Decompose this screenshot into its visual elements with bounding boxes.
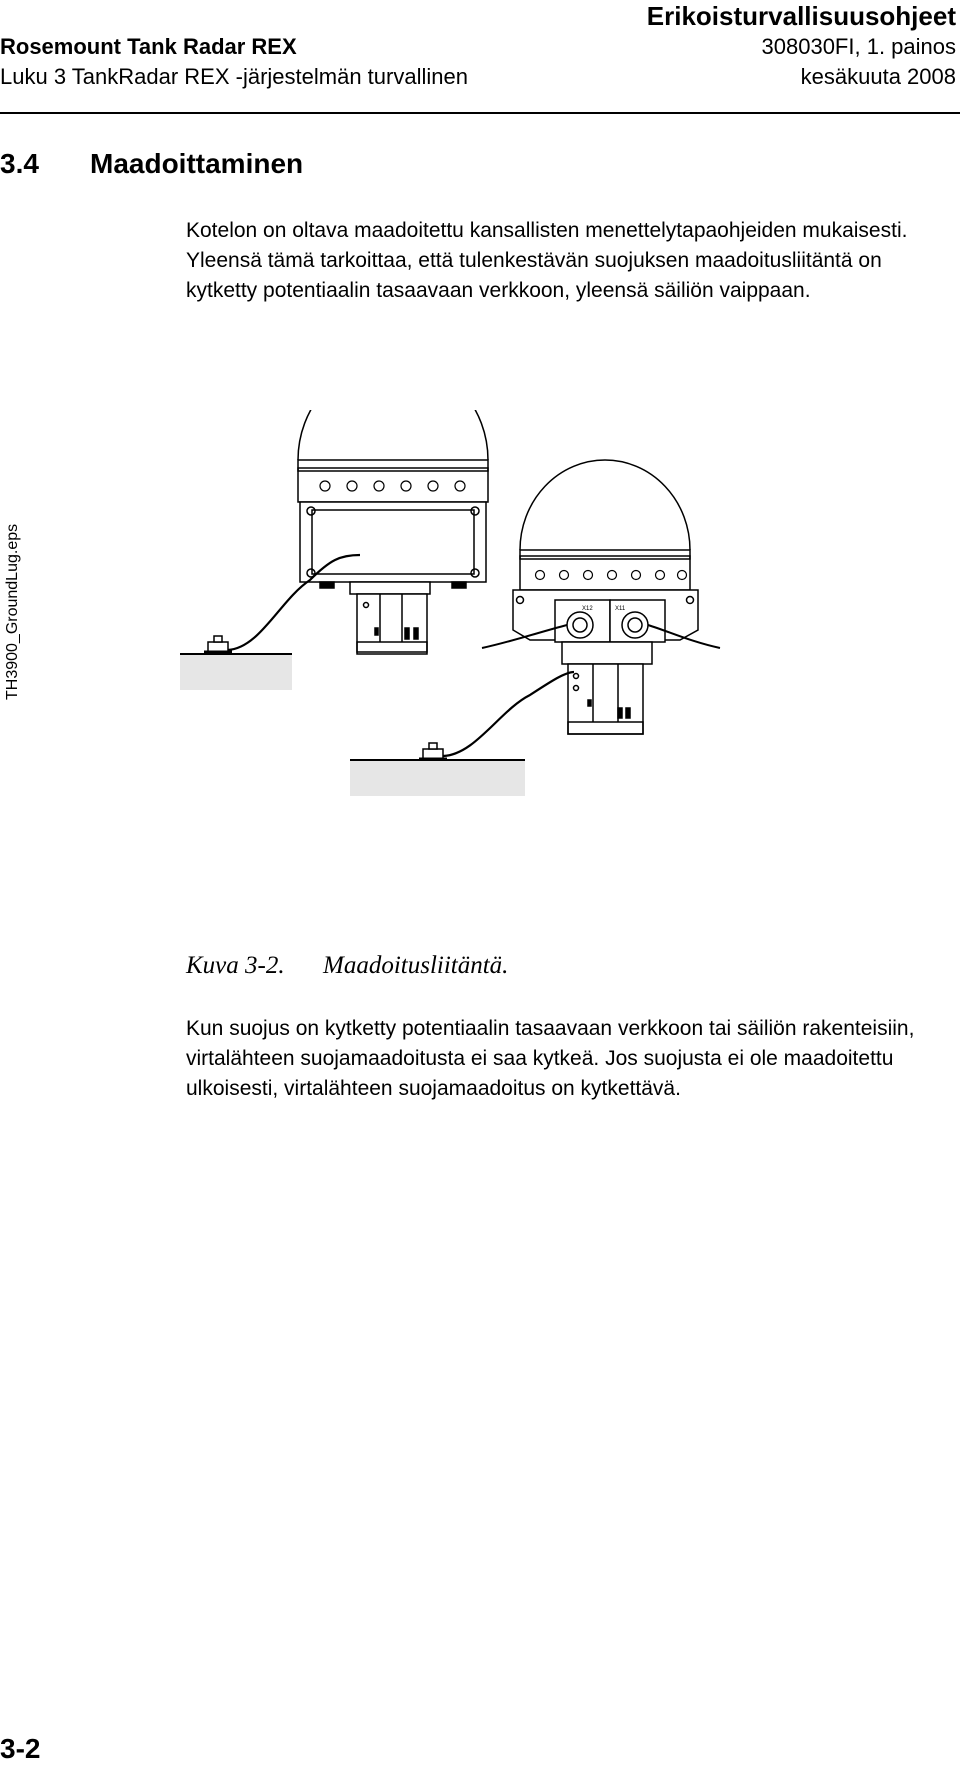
grounding-diagram <box>180 410 820 910</box>
body-paragraph-intro: Kotelon on oltava maadoitettu kansallisten menettelytapaohjeiden mukaisesti. Yleensä tämä tarkoittaa, että tulenkestävän suojuksen maadoitusliitäntä on kytketty potentiaalin tasaavaan verkkoon, yleensä säiliön vaippaan. <box>186 219 908 302</box>
figure-caption-number: Kuva 3-2. <box>186 952 285 979</box>
edition-info: 308030FI, 1. painos <box>761 34 956 59</box>
terminal-label-x12: X12 <box>582 606 593 612</box>
header-divider <box>0 112 960 114</box>
radar-gauge-right <box>482 460 720 734</box>
header-left <box>0 32 468 92</box>
ground-lug-left <box>204 636 232 652</box>
terminal-label-x11: X11 <box>615 606 626 612</box>
document-title: Erikoisturvallisuusohjeet <box>646 1 956 31</box>
tank-wall-right <box>350 760 525 796</box>
figure-caption-text: Maadoitusliitäntä. <box>323 952 509 979</box>
body-paragraph-shield: Kun suojus on kytketty potentiaalin tasaavaan verkkoon tai säiliön rakenteisiin, virtalähteen suojamaadoitusta ei saa kytkeä. Jos suojusta ei ole maadoitettu ulkoisesti, virtalähteen suojamaadoitus on kytkettävä. <box>186 1017 915 1100</box>
figure-file-label: TH3900_GroundLug.eps <box>4 523 21 700</box>
tank-wall-left <box>180 654 292 690</box>
header-right <box>647 0 956 92</box>
section-title: Maadoittaminen <box>90 148 304 179</box>
radar-gauge-left <box>298 410 488 654</box>
section-number: 3.4 <box>0 148 39 179</box>
ground-cable-right <box>443 672 574 756</box>
product-name: Rosemount Tank Radar REX <box>0 34 297 59</box>
publication-date: kesäkuuta 2008 <box>800 64 956 89</box>
chapter-title: Luku 3 TankRadar REX -järjestelmän turvallinen <box>0 64 468 89</box>
ground-lug-right <box>419 743 447 759</box>
page-number: 3-2 <box>0 1733 41 1764</box>
